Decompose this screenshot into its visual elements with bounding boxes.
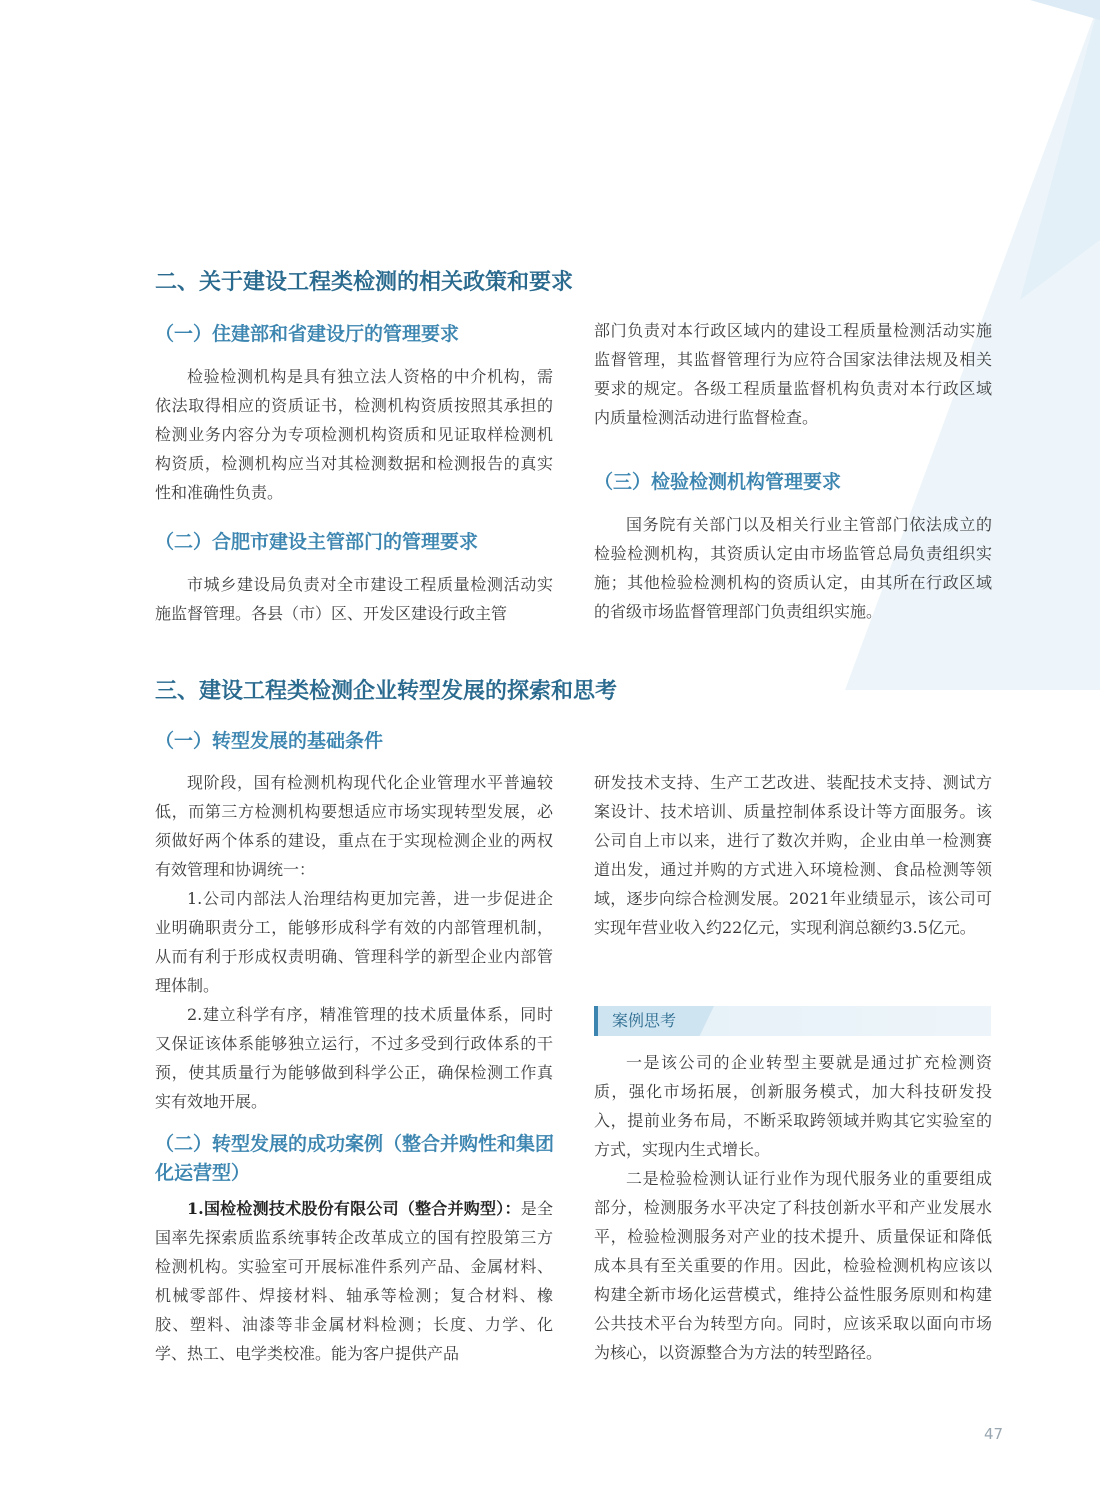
section-3-sub1-paragraph-2: 1.公司内部法人治理结构更加完善，进一步促进企业明确职责分工，能够形成科学有效的内部管理机制，从而有利于形成权责明确、管理科学的新型企业内部管理体制。 — [155, 889, 553, 995]
section-2-sub1-heading: （一）住建部和省建设厅的管理要求 — [155, 323, 460, 345]
section-3-case-paragraph-right: 研发技术支持、生产工艺改进、装配技术支持、测试方案设计、技术培训、质量控制体系设计等方面服务。该公司自上市以来，进行了数次并购，企业由单一检测赛道出发，通过并购的方式进入环境检测、食品检测等领域，逐步向综合检测发展。2021年业绩显示，该公司可实现年营业收入约22亿元，实现利润总额约3.5亿元。 — [594, 773, 992, 937]
case-thinking-tag-bar — [594, 1006, 598, 1036]
case-thinking-paragraph-1: 一是该公司的企业转型主要就是通过扩充检测资质，强化市场拓展，创新服务模式，加大科技研发投入，提前业务布局，不断采取跨领域并购其它实验室的方式，实现内生式增长。 — [594, 1053, 992, 1159]
section-3-heading: 三、建设工程类检测企业转型发展的探索和思考 — [155, 679, 618, 704]
case-company-text: 是全国率先探索质监系统事转企改革成立的国有控股第三方检测机构。实验室可开展标准件系列产品、金属材料、机械零部件、焊接材料、轴承等检测；复合材料、橡胶、塑料、油漆等非金属材料检测；长度、力学、化学、热工、电学类校准。能为客户提供产品 — [155, 1199, 553, 1363]
section-3-sub1-heading: （一）转型发展的基础条件 — [155, 730, 384, 752]
case-thinking-tag — [594, 1006, 991, 1036]
section-2-sub3-heading: （三）检验检测机构管理要求 — [594, 471, 842, 493]
section-2-sub3-paragraph: 国务院有关部门以及相关行业主管部门依法成立的检验检测机构，其资质认定由市场监管总局负责组织实施；其他检验检测机构的资质认定，由其所在行政区域的省级市场监督管理部门负责组织实施。 — [594, 515, 992, 621]
page-number: 47 — [984, 1425, 1004, 1443]
section-3-case-paragraph-left — [155, 1194, 553, 1368]
case-company-heading: 1.国检检测技术股份有限公司（整合并购型）： — [187, 1199, 521, 1218]
section-3-sub1-paragraph-1: 现阶段，国有检测机构现代化企业管理水平普遍较低，而第三方检测机构要想适应市场实现转型发展，必须做好两个体系的建设，重点在于实现检测企业的两权有效管理和协调统一： — [155, 773, 553, 879]
section-3-sub1-paragraph-3: 2.建立科学有序，精准管理的技术质量体系，同时又保证该体系能够独立运行，不过多受到行政体系的干预，使其质量行为能够做到科学公正，确保检测工作真实有效地开展。 — [155, 1005, 553, 1111]
section-2-heading: 二、关于建设工程类检测的相关政策和要求 — [155, 270, 574, 295]
case-thinking-label: 案例思考 — [612, 1011, 677, 1030]
section-2-sub2-paragraph-left: 市城乡建设局负责对全市建设工程质量检测活动实施监督管理。各县（市）区、开发区建设行政主管 — [155, 575, 553, 623]
section-2-sub2-paragraph-right: 部门负责对本行政区域内的建设工程质量检测活动实施监督管理，其监督管理行为应符合国家法律法规及相关要求的规定。各级工程质量监督机构负责对本行政区域内质量检测活动进行监督检查。 — [594, 321, 992, 427]
top-corner-accent — [1030, 0, 1100, 20]
section-2-sub1-paragraph: 检验检测机构是具有独立法人资格的中介机构，需依法取得相应的资质证书，检测机构资质按照其承担的检测业务内容分为专项检测机构资质和见证取样检测机构资质，检测机构应当对其检测数据和检测报告的真实性和准确性负责。 — [155, 367, 553, 502]
case-thinking-paragraph-2: 二是检验检测认证行业作为现代服务业的重要组成部分，检测服务水平决定了科技创新水平和产业发展水平，检验检测服务对产业的技术提升、质量保证和降低成本具有至关重要的作用。因此，检验检测机构应该以构建全新市场化运营模式，维持公益性服务原则和构建公共技术平台为转型方向。同时，应该采取以面向市场为核心，以资源整合为方法的转型路径。 — [594, 1169, 992, 1362]
section-3-sub2-heading: （二）转型发展的成功案例（整合并购性和集团化运营型） — [155, 1133, 555, 1184]
section-2-sub2-heading: （二）合肥市建设主管部门的管理要求 — [155, 531, 479, 553]
